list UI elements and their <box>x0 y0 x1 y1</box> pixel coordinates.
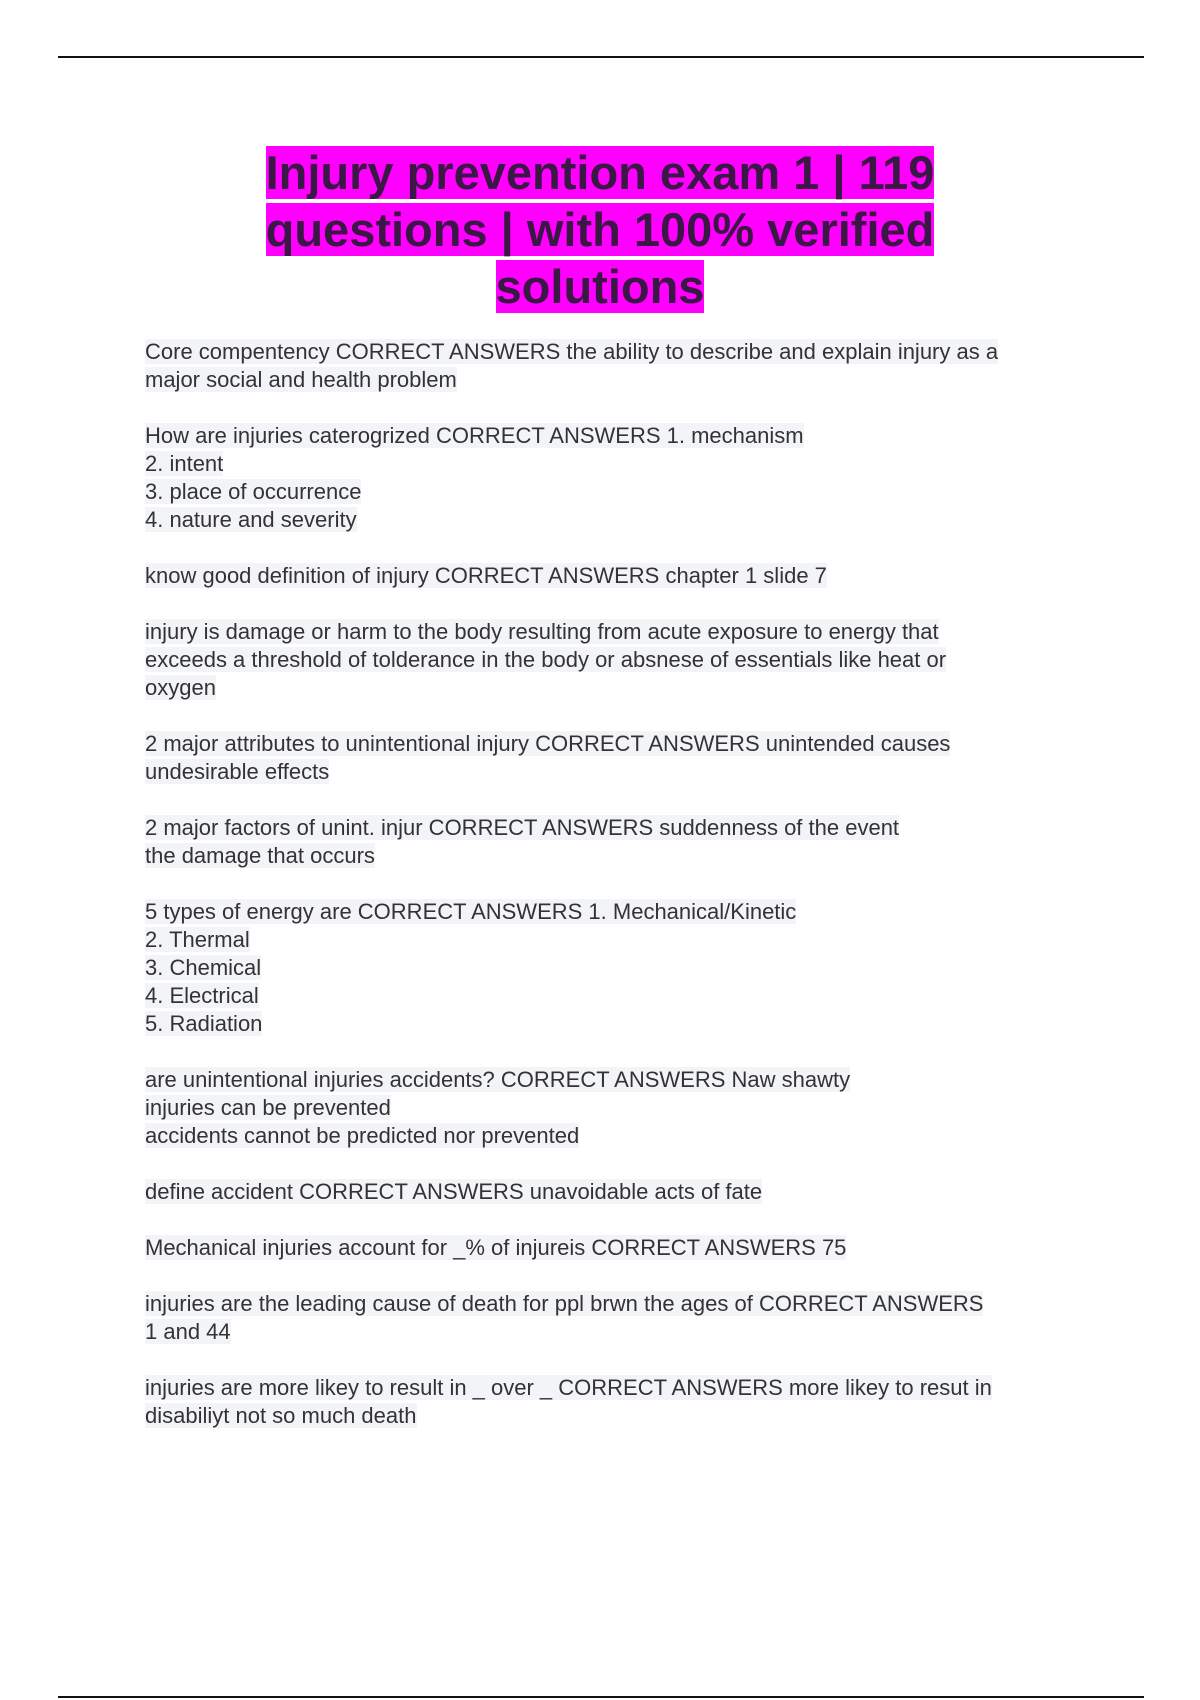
qa-line: 5 types of energy are CORRECT ANSWERS 1. Mechanical/Kinetic <box>145 899 797 924</box>
qa-line: 4. nature and severity <box>145 507 357 532</box>
qa-line: are unintentional injuries accidents? CORRECT ANSWERS Naw shawty <box>145 1067 851 1092</box>
qa-line: accidents cannot be predicted nor prevented <box>145 1123 580 1148</box>
qa-line: the damage that occurs <box>145 843 375 868</box>
qa-item <box>145 1290 1095 1346</box>
qa-line: How are injuries caterogrized CORRECT ANSWERS 1. mechanism <box>145 423 804 448</box>
qa-list <box>145 338 1095 1458</box>
qa-line: injury is damage or harm to the body resulting from acute exposure to energy that <box>145 619 939 644</box>
qa-line: injuries are more likey to result in _ over _ CORRECT ANSWERS more likey to resut in <box>145 1375 992 1400</box>
qa-item <box>145 1234 1095 1262</box>
qa-line: 3. place of occurrence <box>145 479 362 504</box>
qa-line: 2 major attributes to unintentional injury CORRECT ANSWERS unintended causes <box>145 731 951 756</box>
qa-line: 1 and 44 <box>145 1319 231 1344</box>
qa-line: define accident CORRECT ANSWERS unavoidable acts of fate <box>145 1179 763 1204</box>
qa-line: 2. intent <box>145 451 224 476</box>
qa-line: know good definition of injury CORRECT ANSWERS chapter 1 slide 7 <box>145 563 827 588</box>
qa-line: major social and health problem <box>145 367 457 392</box>
qa-item <box>145 1178 1095 1206</box>
qa-line: oxygen <box>145 675 216 700</box>
qa-item <box>145 1066 1095 1150</box>
qa-line: undesirable effects <box>145 759 330 784</box>
qa-line: injuries can be prevented <box>145 1095 391 1120</box>
qa-line: 3. Chemical <box>145 955 262 980</box>
qa-item <box>145 338 1095 394</box>
qa-line: 2. Thermal <box>145 927 250 952</box>
bottom-rule <box>58 1696 1144 1698</box>
qa-line: injuries are the leading cause of death for ppl brwn the ages of CORRECT ANSWERS <box>145 1291 984 1316</box>
qa-item <box>145 898 1095 1038</box>
qa-item <box>145 562 1095 590</box>
top-rule <box>58 56 1144 58</box>
title-block <box>180 144 1020 315</box>
qa-line: Mechanical injuries account for _% of injureis CORRECT ANSWERS 75 <box>145 1235 847 1260</box>
qa-line: 5. Radiation <box>145 1011 263 1036</box>
qa-item <box>145 1374 1095 1430</box>
qa-line: exceeds a threshold of tolderance in the body or absnese of essentials like heat or <box>145 647 947 672</box>
qa-line: 4. Electrical <box>145 983 259 1008</box>
qa-item <box>145 618 1095 702</box>
qa-item <box>145 814 1095 870</box>
qa-item <box>145 730 1095 786</box>
qa-line: 2 major factors of unint. injur CORRECT ANSWERS suddenness of the event <box>145 815 900 840</box>
qa-line: Core compentency CORRECT ANSWERS the ability to describe and explain injury as a <box>145 339 999 364</box>
qa-line: disabiliyt not so much death <box>145 1403 417 1428</box>
document-title: Injury prevention exam 1 | 119 questions | with 100% verified solutions <box>265 146 935 313</box>
qa-item <box>145 422 1095 534</box>
